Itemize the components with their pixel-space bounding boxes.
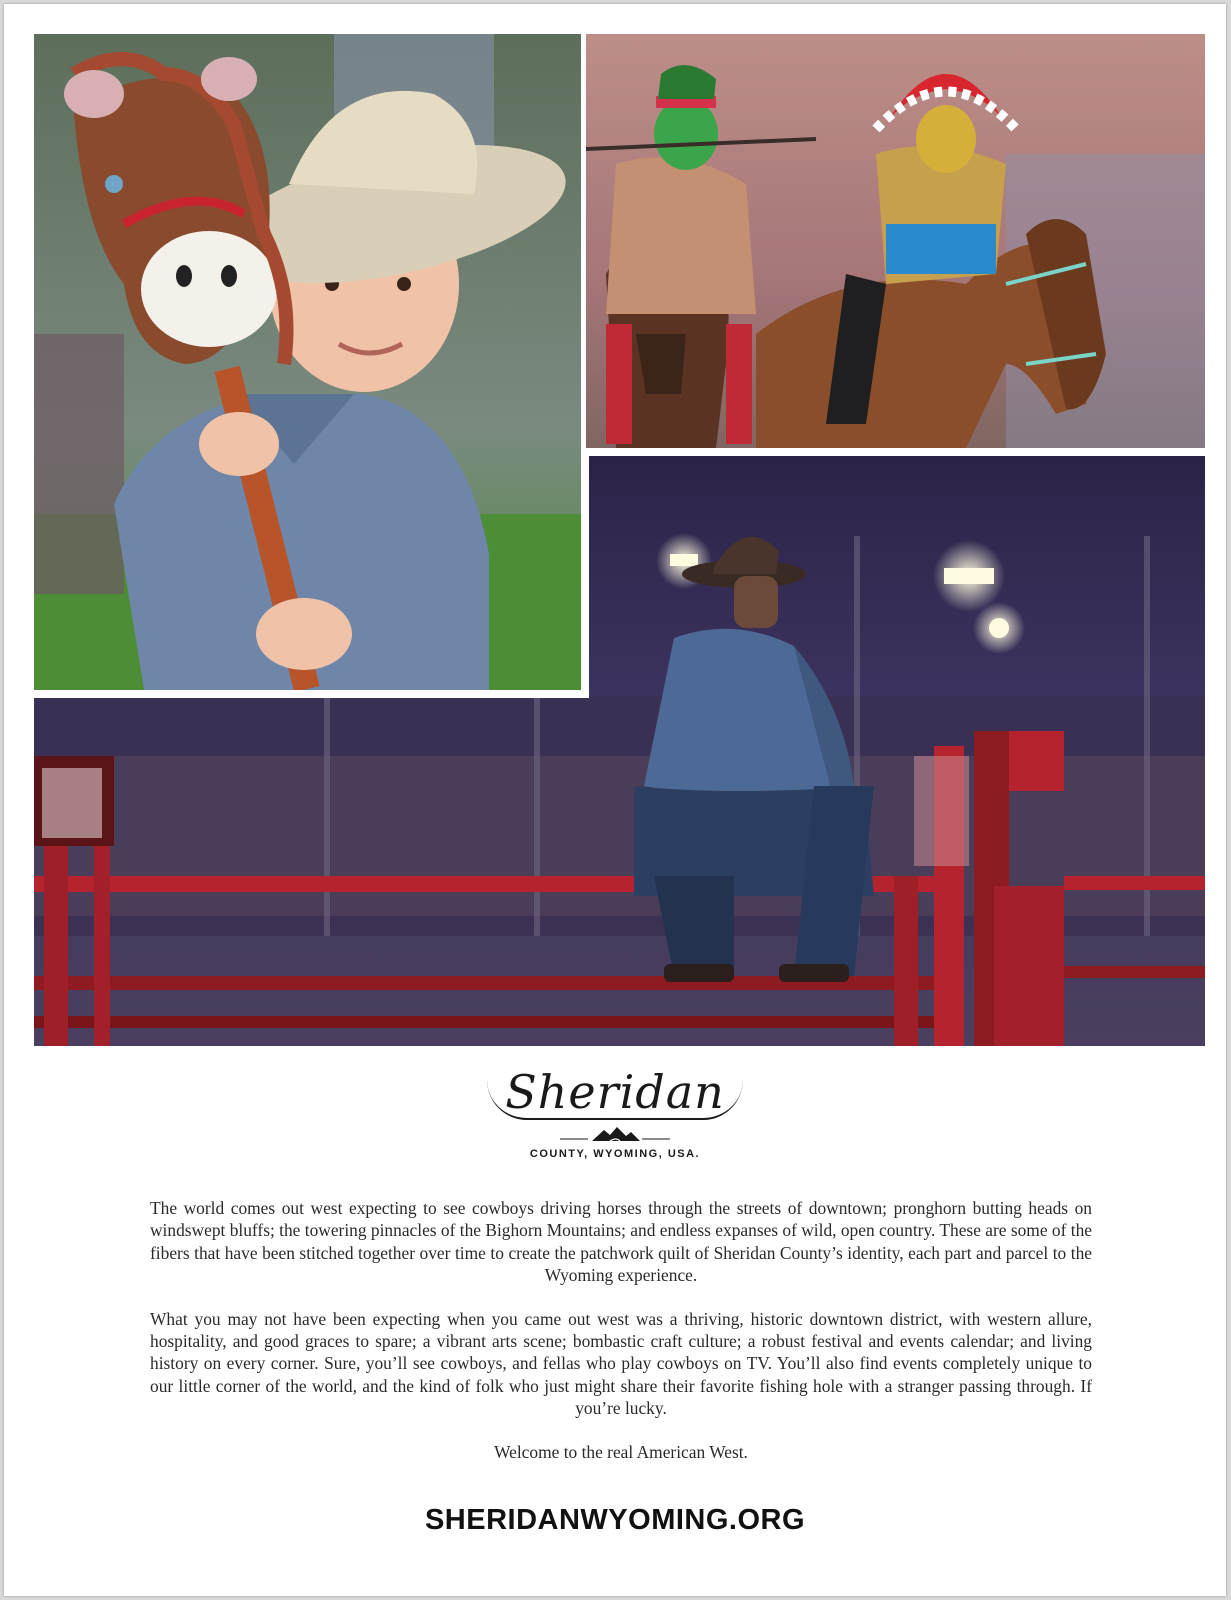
mountain-icon <box>560 1126 670 1144</box>
body-copy <box>150 1197 1092 1484</box>
welcome-line: Welcome to the real American West. <box>494 1441 748 1462</box>
race-photo-illustration <box>586 34 1205 448</box>
race-photo <box>586 34 1205 448</box>
logo-subtitle: COUNTY, WYOMING, USA. <box>529 1148 701 1160</box>
website-url[interactable]: SHERIDANWYOMING.ORG <box>424 1504 806 1536</box>
brochure-page <box>4 4 1226 1596</box>
paragraph-1: The world comes out west expecting to see cowboys driving horses through the streets of downtown; pronghorn butting heads on windswept bluffs; the towering pinnacles of the Bighorn Mountains; and endless expanses of wild, open country. These are some of the fibers that have been stitched together over time to create the patchwork quilt of Sheridan County’s identity, each part and parcel to the Wyoming experience. <box>150 1198 1092 1286</box>
logo-wordmark: Sheridan <box>487 1066 743 1120</box>
sheridan-logo <box>4 1066 1226 1160</box>
kid-photo <box>34 34 589 698</box>
paragraph-2: What you may not have been expecting when you came out west was a thriving, historic downtown district, with western allure, hospitality, and good graces to spare; a vibrant arts scene; bombastic craft culture; a robust festival and events calendar; and living history on every corner. Sure, you’ll see cowboys, and fellas who play cowboys on TV. You’ll also find events completely unique to our little corner of the world, and the kind of folk who just might share their favorite fishing hole with a stranger passing through. If you’re lucky. <box>150 1308 1092 1419</box>
kid-photo-illustration <box>34 34 581 690</box>
